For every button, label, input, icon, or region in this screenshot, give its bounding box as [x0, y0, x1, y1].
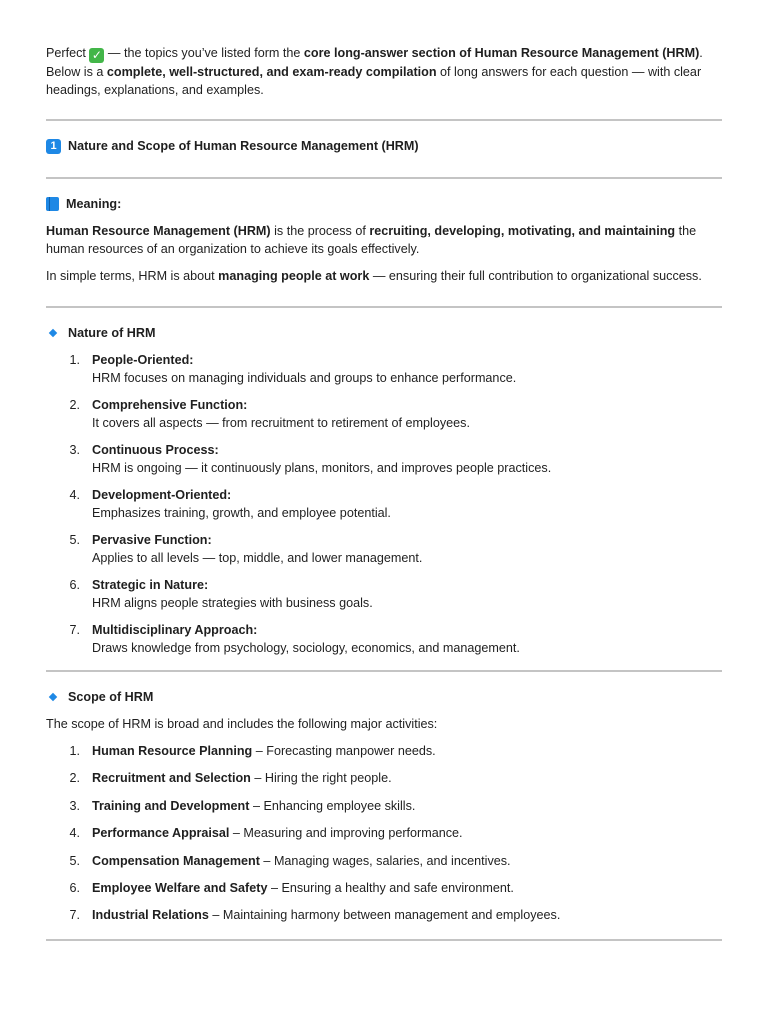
- list-item-title: Comprehensive Function:: [92, 398, 248, 412]
- list-item-description: Draws knowledge from psychology, sociology, economics, and management.: [92, 641, 520, 655]
- list-item: [46, 486, 722, 522]
- list-item-body: [92, 576, 722, 612]
- list-item: [46, 906, 722, 924]
- list-item-description: – Managing wages, salaries, and incentives.: [259, 853, 511, 868]
- list-number: 3.: [69, 443, 80, 457]
- list-item-body: [92, 769, 722, 787]
- list-item-description: – Hiring the right people.: [250, 771, 392, 786]
- list-item-title: Recruitment and Selection: [92, 771, 251, 786]
- list-item-body: [92, 852, 722, 870]
- list-item: [46, 351, 722, 387]
- list-number: 7.: [69, 908, 80, 923]
- list-item-body: [92, 351, 722, 387]
- scope-intro: The scope of HRM is broad and includes the following major activities:: [46, 717, 438, 731]
- list-item: [46, 742, 722, 760]
- list-item-title: Strategic in Nature:: [92, 578, 209, 592]
- list-number: 2.: [69, 398, 80, 412]
- meaning-paragraph: Human Resource Management (HRM) is the process of recruiting, developing, motivating, and maintaining the human resources of an organization to achieve its goals effectively.: [46, 224, 697, 256]
- list-item-body: [92, 797, 722, 815]
- meaning-summary: In simple terms, HRM is about managing people at work — ensuring their full contribution to organizational success.: [46, 269, 702, 283]
- list-item-description: – Forecasting manpower needs.: [252, 744, 436, 758]
- divider: [46, 670, 722, 672]
- list-item: [46, 797, 722, 815]
- list-item: [46, 824, 722, 842]
- scope-heading: [46, 688, 722, 706]
- list-item-description: – Ensuring a healthy and safe environment.: [267, 880, 514, 895]
- list-item-title: Multidisciplinary Approach:: [92, 623, 258, 637]
- list-number: 7.: [69, 623, 80, 637]
- blue-diamond-icon: [49, 329, 57, 337]
- list-item-body: [92, 396, 722, 432]
- list-item-description: – Maintaining harmony between management and employees.: [208, 908, 561, 923]
- list-item: [46, 621, 722, 657]
- meaning-title: Meaning:: [66, 197, 122, 211]
- meaning-heading: [46, 195, 722, 213]
- list-item-body: [92, 879, 722, 897]
- list-number: 3.: [69, 798, 80, 813]
- list-item-title: Employee Welfare and Safety: [92, 880, 268, 895]
- list-item: [46, 576, 722, 612]
- list-number: 6.: [69, 880, 80, 895]
- list-item-body: [92, 621, 722, 657]
- intro-paragraph: Perfect ✓ — the topics you’ve listed form the core long-answer section of Human Resource Management (HRM). Below is a complete, well-structured, and exam-ready compilation of long answers for each question — with clear headings, explanations, and examples.: [46, 46, 703, 97]
- nature-heading: [46, 324, 722, 342]
- list-item-title: Industrial Relations: [92, 908, 209, 923]
- list-number: 4.: [69, 488, 80, 502]
- list-item-title: Pervasive Function:: [92, 533, 212, 547]
- list-item-description: – Enhancing employee skills.: [249, 798, 416, 813]
- list-item: [46, 531, 722, 567]
- list-item-title: Compensation Management: [92, 853, 260, 868]
- list-item-title: Performance Appraisal: [92, 826, 230, 841]
- divider: [46, 177, 722, 179]
- list-number: 2.: [69, 771, 80, 786]
- list-item: [46, 852, 722, 870]
- section-title: Nature and Scope of Human Resource Management (HRM): [68, 139, 419, 153]
- list-item-body: [92, 486, 722, 522]
- list-number: 4.: [69, 826, 80, 841]
- list-item-description: HRM focuses on managing individuals and groups to enhance performance.: [92, 371, 517, 385]
- blue-book-icon: [46, 197, 59, 211]
- list-item-description: – Measuring and improving performance.: [229, 826, 463, 841]
- list-item-description: It covers all aspects — from recruitment to retirement of employees.: [92, 416, 470, 430]
- list-item-description: Emphasizes training, growth, and employee potential.: [92, 506, 391, 520]
- nature-list: [46, 351, 722, 657]
- list-item: [46, 769, 722, 787]
- list-number: 1.: [69, 744, 80, 758]
- scope-list: [46, 742, 722, 924]
- list-number: 5.: [69, 533, 80, 547]
- list-item-title: Training and Development: [92, 798, 250, 813]
- blue-diamond-icon: [49, 693, 57, 701]
- divider: [46, 306, 722, 308]
- list-item: [46, 879, 722, 897]
- list-number: 5.: [69, 853, 80, 868]
- list-item-title: Human Resource Planning: [92, 744, 253, 758]
- list-item-body: [92, 742, 722, 760]
- list-item-title: Continuous Process:: [92, 443, 219, 457]
- nature-title: Nature of HRM: [68, 326, 156, 340]
- divider: [46, 119, 722, 121]
- divider: [46, 939, 722, 941]
- list-item-body: [92, 531, 722, 567]
- list-item: [46, 441, 722, 477]
- list-item-title: Development-Oriented:: [92, 488, 232, 502]
- list-item-body: [92, 824, 722, 842]
- keycap-number-icon: 1: [46, 139, 61, 154]
- list-number: 6.: [69, 578, 80, 592]
- list-item: [46, 396, 722, 432]
- scope-title: Scope of HRM: [68, 690, 154, 704]
- list-item-description: HRM aligns people strategies with business goals.: [92, 596, 373, 610]
- section-heading: [46, 137, 722, 155]
- list-item-body: [92, 906, 722, 924]
- check-mark-icon: ✓: [89, 48, 104, 63]
- list-item-description: Applies to all levels — top, middle, and lower management.: [92, 551, 423, 565]
- list-item-description: HRM is ongoing — it continuously plans, monitors, and improves people practices.: [92, 461, 552, 475]
- list-item-body: [92, 441, 722, 477]
- list-number: 1.: [69, 353, 80, 367]
- list-item-title: People-Oriented:: [92, 353, 194, 367]
